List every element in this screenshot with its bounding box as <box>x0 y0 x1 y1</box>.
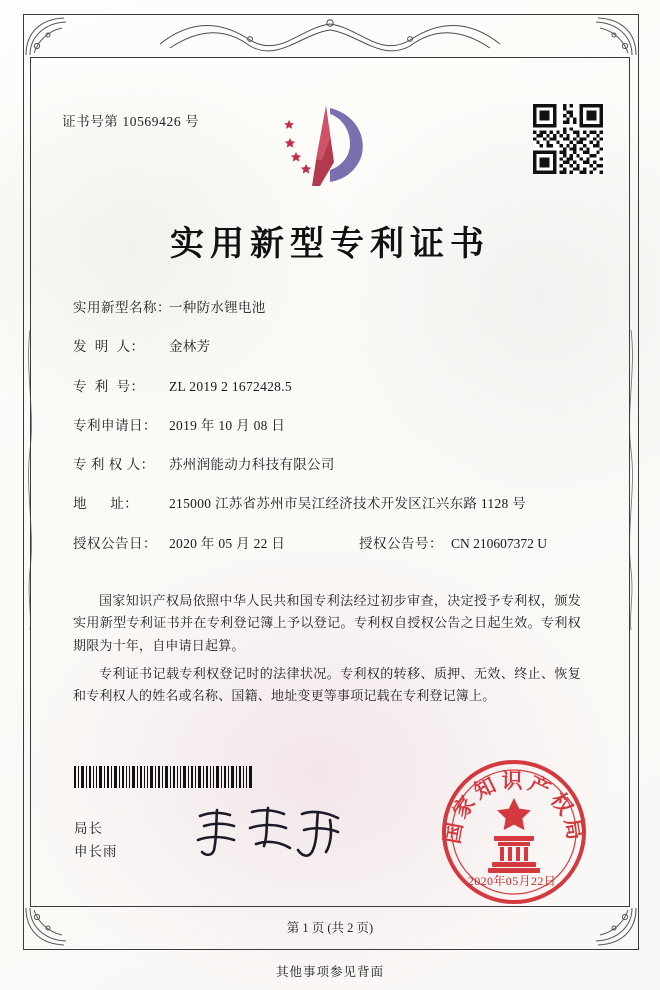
top-ornament <box>150 14 510 58</box>
signature-block <box>74 818 118 864</box>
seal-date: 2020年05月22日 <box>467 874 557 888</box>
side-ornament-left <box>24 330 36 630</box>
cnipa-logo-icon <box>268 100 388 192</box>
corner-ornament-top-right <box>584 15 638 57</box>
field-value-patent-number: ZL 2019 2 1672428.5 <box>169 378 292 394</box>
certificate-fields <box>73 298 583 573</box>
legal-paragraph-1: 国家知识产权局依照中华人民共和国专利法经过初步审查，决定授予专利权，颁发实用新型专利证书并在专利登记簿上予以登记。专利权自授权公告之日起生效。专利权期限为十年，自申请日起算。 <box>73 593 581 653</box>
field-row-address <box>73 494 583 514</box>
handwritten-signature <box>190 800 350 862</box>
field-value-address: 215000 江苏省苏州市吴江经济技术开发区江兴东路 1128 号 <box>169 496 527 512</box>
field-label-patent-number: 专 利 号： <box>73 378 145 394</box>
field-label-address: 地 址： <box>73 496 139 512</box>
legal-text <box>73 590 581 714</box>
field-value-grant-number: CN 210607372 U <box>451 535 548 551</box>
field-label-grant-number: 授权公告号： <box>359 535 443 551</box>
certificate-number: 证书号第 10569426 号 <box>62 114 200 129</box>
field-value-patentee: 苏州润能动力科技有限公司 <box>169 457 335 472</box>
field-row-inventor <box>73 337 583 357</box>
field-value-application-date: 2019 年 10 月 08 日 <box>169 417 286 433</box>
field-label-grant-date: 授权公告日： <box>73 535 157 551</box>
footer-note: 其他事项参见背面 <box>275 965 384 979</box>
signature-role: 局长 <box>74 821 103 836</box>
field-row-application-date <box>73 416 583 436</box>
field-row-grant <box>73 534 583 554</box>
signature-name: 申长雨 <box>74 843 118 859</box>
field-value-inventor: 金林芳 <box>169 339 211 355</box>
field-label-application-date: 专利申请日： <box>73 417 157 433</box>
corner-ornament-top-left <box>24 15 78 57</box>
legal-paragraph-2: 专利证书记载专利权登记时的法律状况。专利权的转移、质押、无效、终止、恢复和专利权人的姓名或名称、国籍、地址变更等事项记载在专利登记簿上。 <box>73 666 581 704</box>
barcode-icon <box>74 766 254 788</box>
page-title: 实用新型专利证书 <box>170 226 490 263</box>
side-ornament-right <box>625 330 637 630</box>
page-number: 第 1 页 (共 2 页) <box>286 921 374 935</box>
field-value-name: 一种防水锂电池 <box>169 300 266 315</box>
field-row-patent-number <box>73 377 583 397</box>
seal-top-text: 国家知识产权局 <box>440 769 588 846</box>
field-label-name: 实用新型名称： <box>73 300 171 315</box>
field-label-inventor: 发 明 人： <box>73 339 145 355</box>
field-label-patentee: 专 利 权 人： <box>73 457 155 472</box>
field-value-grant-date: 2020 年 05 月 22 日 <box>169 535 286 551</box>
field-row-name <box>73 298 583 318</box>
field-row-patentee <box>73 455 583 475</box>
qr-code-icon <box>533 104 603 174</box>
